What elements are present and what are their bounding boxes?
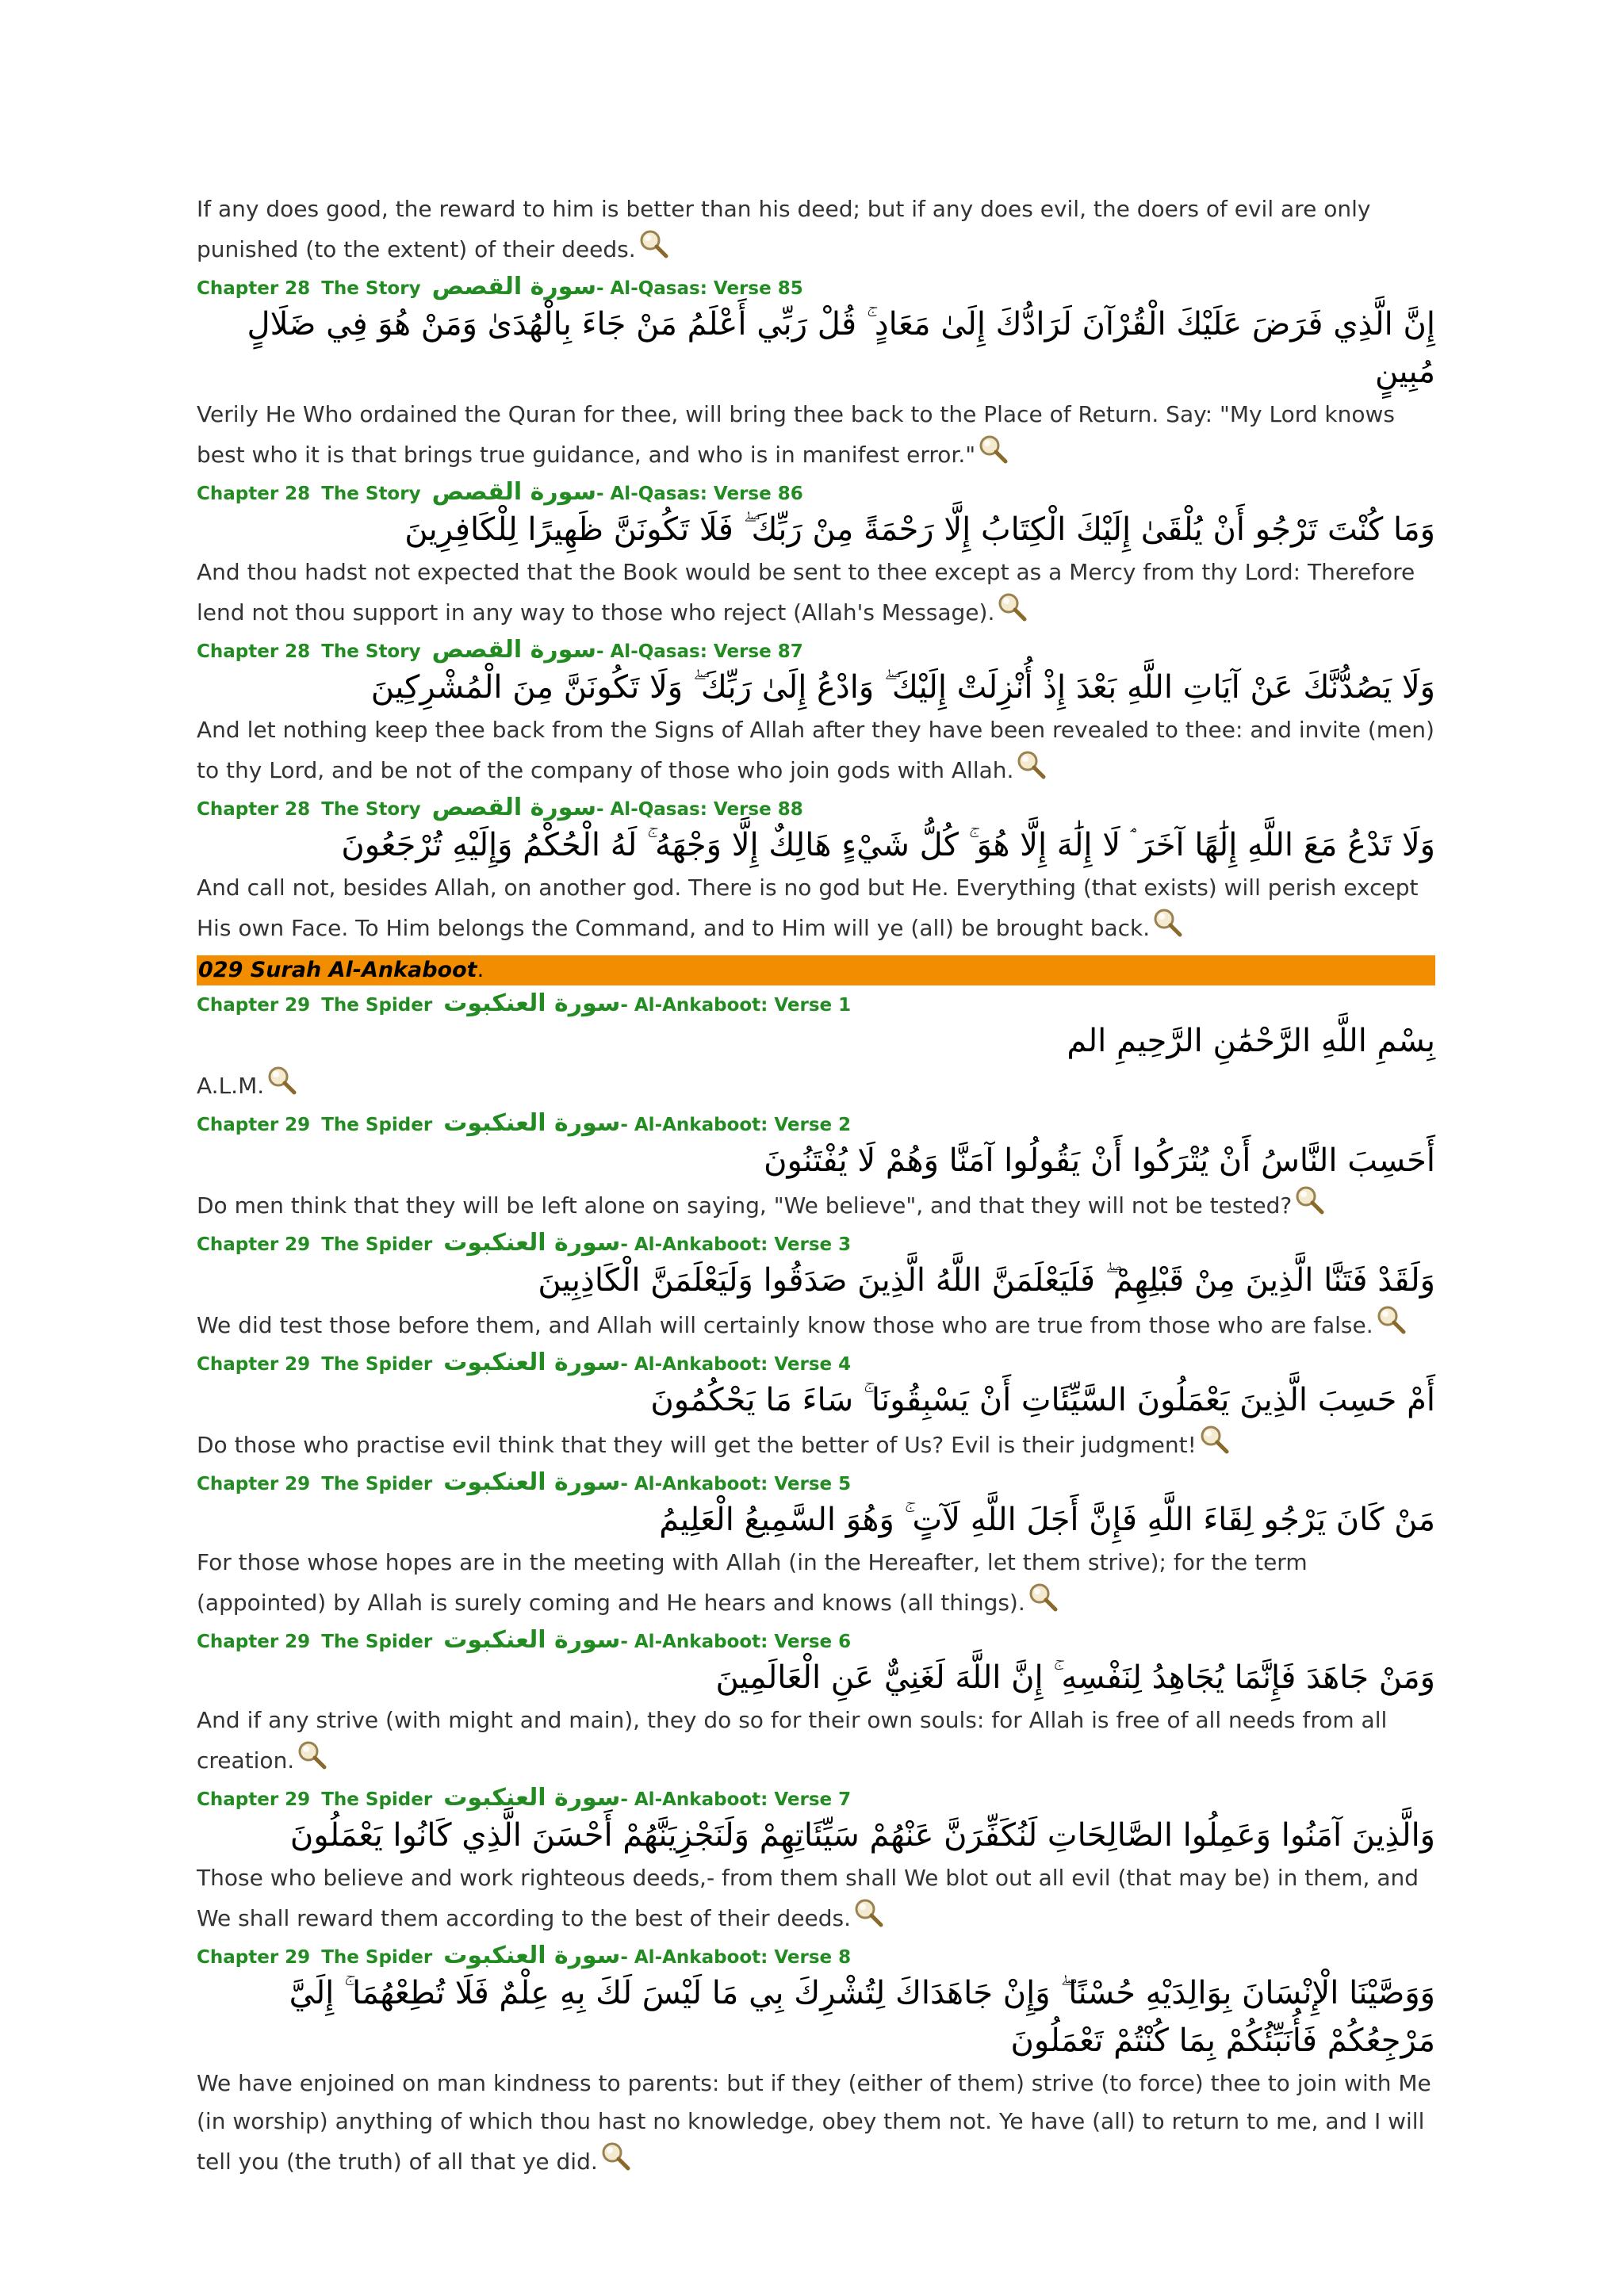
arabic-verse: وَمَا كُنْتَ تَرْجُو أَنْ يُلْقَىٰ إِلَيْكَ الْكِتَابُ إِلَّا رَحْمَةً مِنْ رَبِّكَ ۖ فَلَا تَكُونَنَّ ظَهِيرًا لِلْكَافِرِينَ [404, 511, 1435, 548]
verse-block [197, 1786, 1435, 1938]
magnifier-icon[interactable] [996, 591, 1028, 623]
magnifier-icon[interactable] [1015, 749, 1047, 781]
verse-translation: Those who believe and work righteous deeds,- from them shall We blot out all evil (that may be) in them, and We shall reward them according to the best of their deeds. [197, 1865, 1419, 1931]
verse-block [197, 1468, 1435, 1622]
verse-translation: A.L.M. [197, 1065, 1435, 1105]
verse-translation: And if any strive (with might and main), they do so for their own souls: for Allah is free of all needs from all creation. [197, 1707, 1388, 1774]
arabic-verse: وَالَّذِينَ آمَنُوا وَعَمِلُوا الصَّالِحَاتِ لَنُكَفِّرَنَّ عَنْهُمْ سَيِّئَاتِهِمْ وَلَنَجْزِيَنَّهُمْ أَحْسَنَ الَّذِي كَانُوا يَعْمَلُونَ [289, 1817, 1435, 1854]
arabic-verse: مَنْ كَانَ يَرْجُو لِقَاءَ اللَّهِ فَإِنَّ أَجَلَ اللَّهِ لَآتٍ ۚ وَهُوَ السَّمِيعُ الْعَلِيمُ [659, 1502, 1435, 1538]
document-page [197, 0, 1435, 2181]
surah-title[interactable]: 029 Surah Al-Ankaboot [198, 958, 477, 982]
magnifier-icon[interactable] [1198, 1424, 1230, 1456]
verse-translation: And thou hadst not expected that the Book would be sent to thee except as a Mercy from thy Lord: Therefore lend not thou support in any way to those who reject (Allah's Message). [197, 559, 1415, 626]
verse-block [197, 1351, 1435, 1464]
verse-translation: We have enjoined on man kindness to parents: but if they (either of them) strive (to force) thee to join with Me (in worship) anything of which thou hast no knowledge, obey them not. Ye have (all) to return to me, and I will tell you (the truth) of all that ye did. [197, 2070, 1431, 2175]
verse-block [197, 989, 1435, 1105]
arabic-verse: وَلَقَدْ فَتَنَّا الَّذِينَ مِنْ قَبْلِهِمْ ۖ فَلَيَعْلَمَنَّ اللَّهُ الَّذِينَ صَدَقُوا وَلَيَعْلَمَنَّ الْكَاذِبِينَ [538, 1262, 1435, 1299]
verse-translation: Verily He Who ordained the Quran for thee, will bring thee back to the Place of Return. Say: "My Lord knows best who it is that brings true guidance, and who is in manifest error." [197, 401, 1396, 468]
verse-header[interactable]: Chapter 28 The Story سورة القصص- Al-Qasas: Verse 85 [197, 273, 803, 300]
verse-block [197, 1944, 1435, 2181]
verse-block [197, 1628, 1435, 1780]
magnifier-icon[interactable] [638, 228, 669, 260]
arabic-verse: وَوَصَّيْنَا الْإِنْسَانَ بِوَالِدَيْهِ حُسْنًا ۖ وَإِنْ جَاهَدَاكَ لِتُشْرِكَ بِي مَا لَيْسَ لَكَ بِهِ عِلْمٌ فَلَا تُطِعْهُمَا ۚ إِلَيَّ مَرْجِعُكُمْ فَأُنَبِّئُكُمْ بِمَا كُنْتُمْ تَعْمَلُونَ [289, 1975, 1435, 2059]
magnifier-icon[interactable] [1375, 1304, 1407, 1336]
verse-translation: We did test those before them, and Allah will certainly know those who are true from those who are false. [197, 1304, 1435, 1345]
magnifier-icon[interactable] [1293, 1184, 1325, 1216]
arabic-verse: إِنَّ الَّذِي فَرَضَ عَلَيْكَ الْقُرْآنَ لَرَادُّكَ إِلَىٰ مَعَادٍ ۚ قُلْ رَبِّي أَعْلَمُ مَنْ جَاءَ بِالْهُدَىٰ وَمَنْ هُوَ فِي ضَلَالٍ مُبِينٍ [247, 306, 1435, 390]
arabic-verse: وَمَنْ جَاهَدَ فَإِنَّمَا يُجَاهِدُ لِنَفْسِهِ ۚ إِنَّ اللَّهَ لَغَنِيٌّ عَنِ الْعَالَمِينَ [715, 1659, 1435, 1696]
arabic-verse: وَلَا تَدْعُ مَعَ اللَّهِ إِلَٰهًا آخَرَ ۘ لَا إِلَٰهَ إِلَّا هُوَ ۚ كُلُّ شَيْءٍ هَالِكٌ إِلَّا وَجْهَهُ ۚ لَهُ الْحُكْمُ وَإِلَيْهِ تُرْجَعُونَ [341, 827, 1435, 863]
verse-header[interactable]: Chapter 29 The Spider سورة العنكبوت- Al-Ankaboot: Verse 7 [197, 1784, 852, 1812]
magnifier-icon[interactable] [266, 1065, 297, 1096]
verse-block [197, 275, 1435, 474]
verse-header[interactable]: Chapter 29 The Spider سورة العنكبوت- Al-Ankaboot: Verse 1 [197, 989, 852, 1017]
verse-header[interactable]: Chapter 29 The Spider سورة العنكبوت- Al-Ankaboot: Verse 5 [197, 1468, 852, 1496]
verse-header[interactable]: Chapter 28 The Story سورة القصص- Al-Qasas: Verse 87 [197, 636, 803, 664]
verse-translation: For those whose hopes are in the meeting with Allah (in the Hereafter, let them strive); for the term (appointed) by Allah is surely coming and He hears and knows (all things). [197, 1549, 1308, 1616]
verse-block [197, 480, 1435, 632]
verse-block [197, 796, 1435, 947]
verse-block [197, 1109, 1435, 1225]
verse-header[interactable]: Chapter 29 The Spider سورة العنكبوت- Al-Ankaboot: Verse 8 [197, 1942, 852, 1969]
arabic-verse: وَلَا يَصُدُّنَّكَ عَنْ آيَاتِ اللَّهِ بَعْدَ إِذْ أُنْزِلَتْ إِلَيْكَ ۖ وَادْعُ إِلَىٰ رَبِّكَ ۖ وَلَا تَكُونَنَّ مِنَ الْمُشْرِكِينَ [370, 669, 1435, 706]
magnifier-icon[interactable] [599, 2141, 631, 2172]
arabic-verse: بِسْمِ اللَّهِ الرَّحْمَٰنِ الرَّحِيمِ الم [1067, 1023, 1435, 1059]
verse-header[interactable]: Chapter 29 The Spider سورة العنكبوت- Al-Ankaboot: Verse 4 [197, 1349, 852, 1376]
verse-translation: If any does good, the reward to him is better than his deed; but if any does evil, the doers of evil are only punished (to the extent) of their deeds. [197, 196, 1371, 262]
verse-header[interactable]: Chapter 29 The Spider سورة العنكبوت- Al-Ankaboot: Verse 6 [197, 1626, 852, 1654]
verse-translation: And let nothing keep thee back from the Signs of Allah after they have been revealed to thee: and invite (men) to thy Lord, and be not of the company of those who join gods with Allah. [197, 717, 1434, 783]
verse-header[interactable]: Chapter 29 The Spider سورة العنكبوت- Al-Ankaboot: Verse 3 [197, 1229, 852, 1257]
verse-translation: And call not, besides Allah, on another god. There is no god but He. Everything (that exists) will perish except His own Face. To Him belongs the Command, and to Him will ye (all) be brought back. [197, 874, 1419, 941]
verse-header[interactable]: Chapter 28 The Story سورة القصص- Al-Qasas: Verse 86 [197, 478, 803, 506]
magnifier-icon[interactable] [852, 1897, 884, 1929]
arabic-verse: أَحَسِبَ النَّاسُ أَنْ يُتْرَكُوا أَنْ يَقُولُوا آمَنَّا وَهُمْ لَا يُفْتَنُونَ [764, 1142, 1435, 1179]
magnifier-icon[interactable] [296, 1739, 327, 1771]
verse-header[interactable]: Chapter 29 The Spider سورة العنكبوت- Al-Ankaboot: Verse 2 [197, 1109, 852, 1137]
verse-translation: Do those who practise evil think that they will get the better of Us? Evil is their judgment! [197, 1424, 1435, 1464]
verse-header[interactable]: Chapter 28 The Story سورة القصص- Al-Qasas: Verse 88 [197, 794, 803, 821]
magnifier-icon[interactable] [1151, 907, 1183, 939]
arabic-verse: أَمْ حَسِبَ الَّذِينَ يَعْمَلُونَ السَّيِّئَاتِ أَنْ يَسْبِقُونَا ۚ سَاءَ مَا يَحْكُمُونَ [650, 1382, 1435, 1418]
verse-block [197, 638, 1435, 790]
magnifier-icon[interactable] [1027, 1582, 1059, 1613]
verse-translation: Do men think that they will be left alone on saying, "We believe", and that they will not be tested? [197, 1184, 1435, 1225]
surah-header-bar: 029 Surah Al-Ankaboot. [197, 955, 1435, 985]
magnifier-icon[interactable] [977, 434, 1009, 465]
verse-block [197, 1231, 1435, 1345]
